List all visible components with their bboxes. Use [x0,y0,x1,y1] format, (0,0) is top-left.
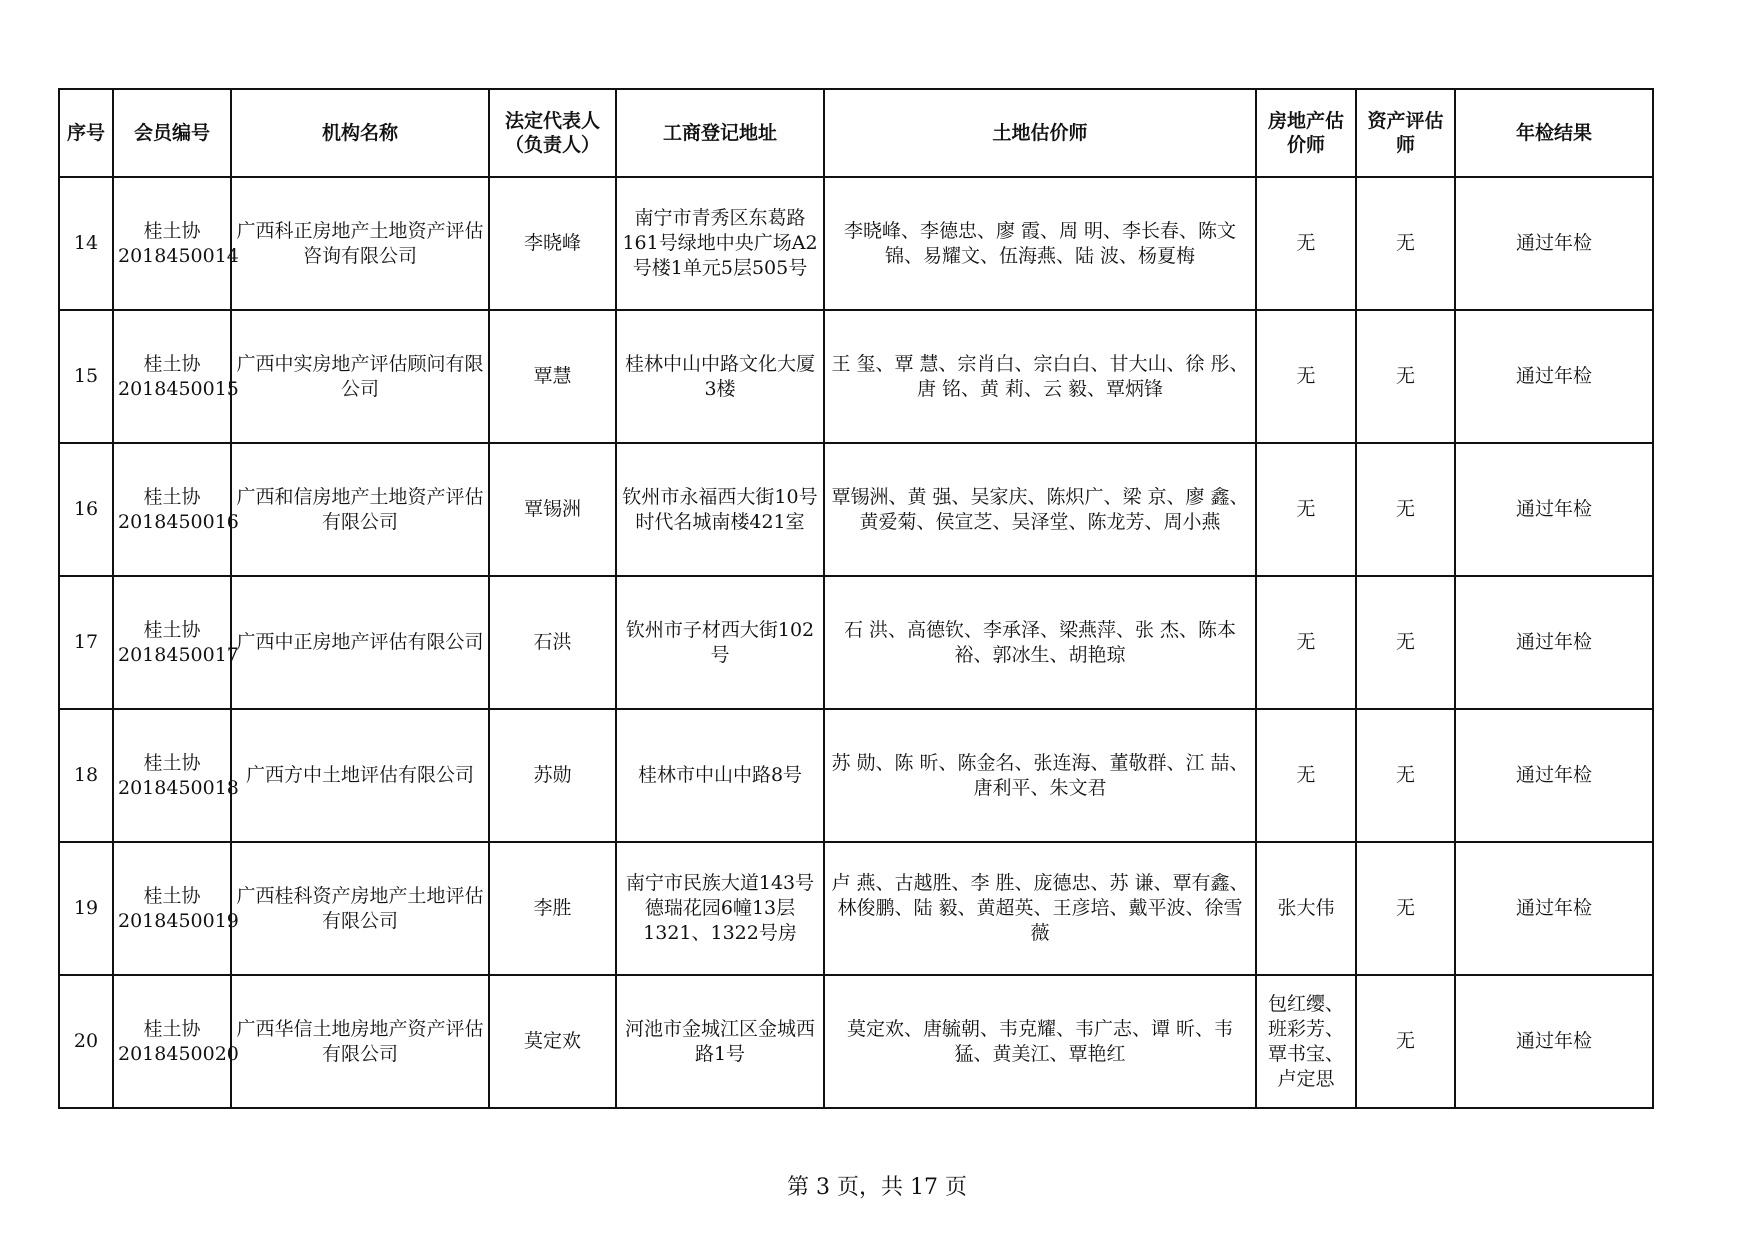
cell-rep: 覃慧 [489,310,616,443]
cell-index: 19 [59,842,113,975]
header-rep: 法定代表人（负责人） [489,89,616,177]
header-asset-appraisers: 资产评估师 [1356,89,1455,177]
cell-member-no: 桂土协2018450016 [113,443,231,576]
cell-org-name: 广西和信房地产土地资产评估有限公司 [231,443,489,576]
cell-result: 通过年检 [1455,576,1653,709]
cell-land-appraisers: 覃锡洲、黄 强、吴家庆、陈炽广、梁 京、廖 鑫、黄爱菊、侯宣芝、吴泽堂、陈龙芳、周小燕 [824,443,1256,576]
cell-address: 南宁市民族大道143号德瑞花园6幢13层1321、1322号房 [616,842,824,975]
cell-address: 桂林中山中路文化大厦3楼 [616,310,824,443]
cell-org-name: 广西中正房地产评估有限公司 [231,576,489,709]
cell-member-no: 桂土协2018450014 [113,177,231,310]
cell-real-estate-appraisers: 张大伟 [1256,842,1356,975]
cell-real-estate-appraisers: 无 [1256,310,1356,443]
cell-result: 通过年检 [1455,177,1653,310]
cell-land-appraisers: 石 洪、高德钦、李承泽、梁燕萍、张 杰、陈本裕、郭冰生、胡艳琼 [824,576,1256,709]
cell-address: 河池市金城江区金城西路1号 [616,975,824,1108]
cell-result: 通过年检 [1455,842,1653,975]
table-row [59,177,1653,310]
cell-asset-appraisers: 无 [1356,576,1455,709]
cell-result: 通过年检 [1455,975,1653,1108]
cell-org-name: 广西科正房地产土地资产评估咨询有限公司 [231,177,489,310]
cell-land-appraisers: 苏 勋、陈 昕、陈金名、张连海、董敬群、江 喆、唐利平、朱文君 [824,709,1256,842]
cell-land-appraisers: 卢 燕、古越胜、李 胜、庞德忠、苏 谦、覃有鑫、林俊鹏、陆 毅、黄超英、王彦培、戴平波、徐雪薇 [824,842,1256,975]
cell-asset-appraisers: 无 [1356,709,1455,842]
cell-asset-appraisers: 无 [1356,842,1455,975]
cell-address: 钦州市永福西大街10号时代名城南楼421室 [616,443,824,576]
appraisal-institution-table [58,88,1654,1109]
cell-land-appraisers: 王 玺、覃 慧、宗肖白、宗白白、甘大山、徐 彤、唐 铭、黄 莉、云 毅、覃炳锋 [824,310,1256,443]
cell-real-estate-appraisers: 无 [1256,177,1356,310]
cell-result: 通过年检 [1455,709,1653,842]
cell-member-no: 桂土协2018450020 [113,975,231,1108]
cell-rep: 石洪 [489,576,616,709]
cell-real-estate-appraisers: 包红缨、班彩芳、覃书宝、卢定思 [1256,975,1356,1108]
cell-address: 钦州市子材西大街102号 [616,576,824,709]
cell-real-estate-appraisers: 无 [1256,443,1356,576]
table-header [59,89,1653,177]
table-row [59,709,1653,842]
table-row [59,443,1653,576]
cell-member-no: 桂土协2018450017 [113,576,231,709]
cell-index: 14 [59,177,113,310]
cell-org-name: 广西桂科资产房地产土地评估有限公司 [231,842,489,975]
table-row [59,576,1653,709]
cell-result: 通过年检 [1455,310,1653,443]
header-result: 年检结果 [1455,89,1653,177]
header-member-no: 会员编号 [113,89,231,177]
cell-rep: 李胜 [489,842,616,975]
table-row [59,975,1653,1108]
table-row [59,842,1653,975]
table-body [59,177,1653,1108]
cell-asset-appraisers: 无 [1356,975,1455,1108]
cell-land-appraisers: 莫定欢、唐毓朝、韦克耀、韦广志、谭 昕、韦 猛、黄美江、覃艳红 [824,975,1256,1108]
cell-real-estate-appraisers: 无 [1256,709,1356,842]
page-number: 第 3 页，共 17 页 [787,1175,967,1200]
cell-member-no: 桂土协2018450015 [113,310,231,443]
cell-result: 通过年检 [1455,443,1653,576]
cell-rep: 莫定欢 [489,975,616,1108]
cell-rep: 覃锡洲 [489,443,616,576]
cell-index: 20 [59,975,113,1108]
cell-member-no: 桂土协2018450018 [113,709,231,842]
cell-asset-appraisers: 无 [1356,310,1455,443]
cell-land-appraisers: 李晓峰、李德忠、廖 霞、周 明、李长春、陈文锦、易耀文、伍海燕、陆 波、杨夏梅 [824,177,1256,310]
header-real-estate-appraisers: 房地产估价师 [1256,89,1356,177]
header-address: 工商登记地址 [616,89,824,177]
cell-index: 16 [59,443,113,576]
cell-org-name: 广西华信土地房地产资产评估有限公司 [231,975,489,1108]
cell-index: 17 [59,576,113,709]
cell-asset-appraisers: 无 [1356,177,1455,310]
header-org-name: 机构名称 [231,89,489,177]
cell-rep: 苏勋 [489,709,616,842]
cell-asset-appraisers: 无 [1356,443,1455,576]
cell-real-estate-appraisers: 无 [1256,576,1356,709]
cell-member-no: 桂土协2018450019 [113,842,231,975]
cell-index: 15 [59,310,113,443]
cell-index: 18 [59,709,113,842]
cell-org-name: 广西方中土地评估有限公司 [231,709,489,842]
header-index: 序号 [59,89,113,177]
cell-rep: 李晓峰 [489,177,616,310]
header-land-appraisers: 土地估价师 [824,89,1256,177]
table-row [59,310,1653,443]
cell-address: 南宁市青秀区东葛路161号绿地中央广场A2号楼1单元5层505号 [616,177,824,310]
cell-address: 桂林市中山中路8号 [616,709,824,842]
header-row [59,89,1653,177]
cell-org-name: 广西中实房地产评估顾问有限公司 [231,310,489,443]
